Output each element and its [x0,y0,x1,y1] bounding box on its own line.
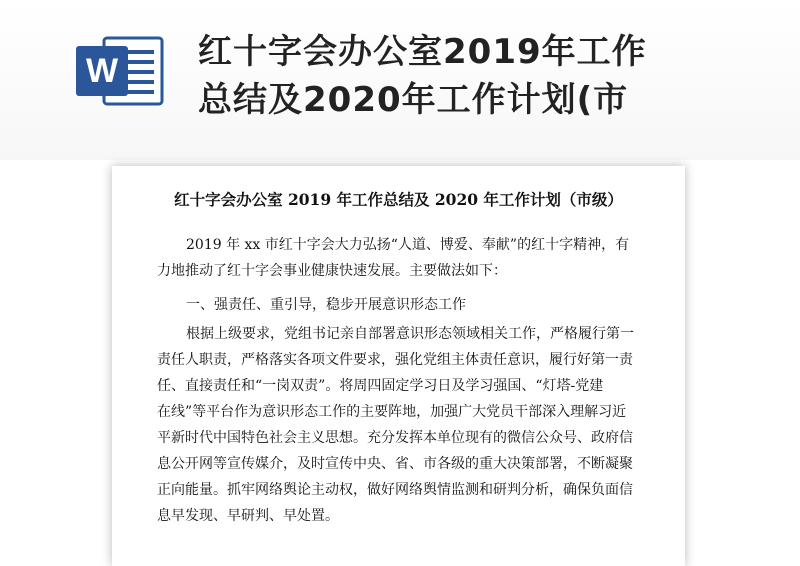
body-line: 正向能量。抓牢网络舆论主动权，做好网络舆情监测和研判分析，确保负面信 [157,482,633,498]
thumbnail-header [0,0,800,160]
body-line: 在线”等平台作为意识形态工作的主要阵地，加强广大党员干部深入理解习近 [157,404,627,420]
file-title [198,28,647,124]
body-line: 平新时代中国特色社会主义思想。充分发挥本单位现有的微信公众号、政府信 [157,430,633,446]
body-line: 息公开网等宣传媒介，及时宣传中央、省、市各级的重大决策部署，不断凝聚 [157,456,633,472]
intro-line: 力地推动了红十字会事业健康快速发展。主要做法如下： [157,263,507,279]
body-line: 任、直接责任和“一岗双责”。将周四固定学习日及学习强国、“灯塔-党建 [157,378,604,394]
word-document-icon [74,32,166,110]
section-heading: 一、强责任、重引导，稳步开展意识形态工作 [186,297,466,313]
body-line: 息早发现、早研判、早处置。 [157,508,339,524]
document-page-preview [112,166,685,566]
file-title-line-1: 红十字会办公室2019年工作 [198,32,647,72]
word-icon-letter: W [85,52,119,90]
intro-line: 2019 年 xx 市红十字会大力弘扬“人道、博爱、奉献”的红十字精神，有 [186,237,630,253]
section-paragraph [157,321,645,529]
document-title: 红十字会办公室 2019 年工作总结及 2020 年工作计划（市级） [174,190,623,209]
body-line: 根据上级要求，党组书记亲自部署意识形态领域相关工作，严格履行第一 [186,326,634,342]
body-line: 责任人职责，严格落实各项文件要求，强化党组主体责任意识，履行好第一责 [157,352,633,368]
file-title-line-2: 总结及2020年工作计划(市 [198,80,629,120]
intro-paragraph [157,232,645,284]
